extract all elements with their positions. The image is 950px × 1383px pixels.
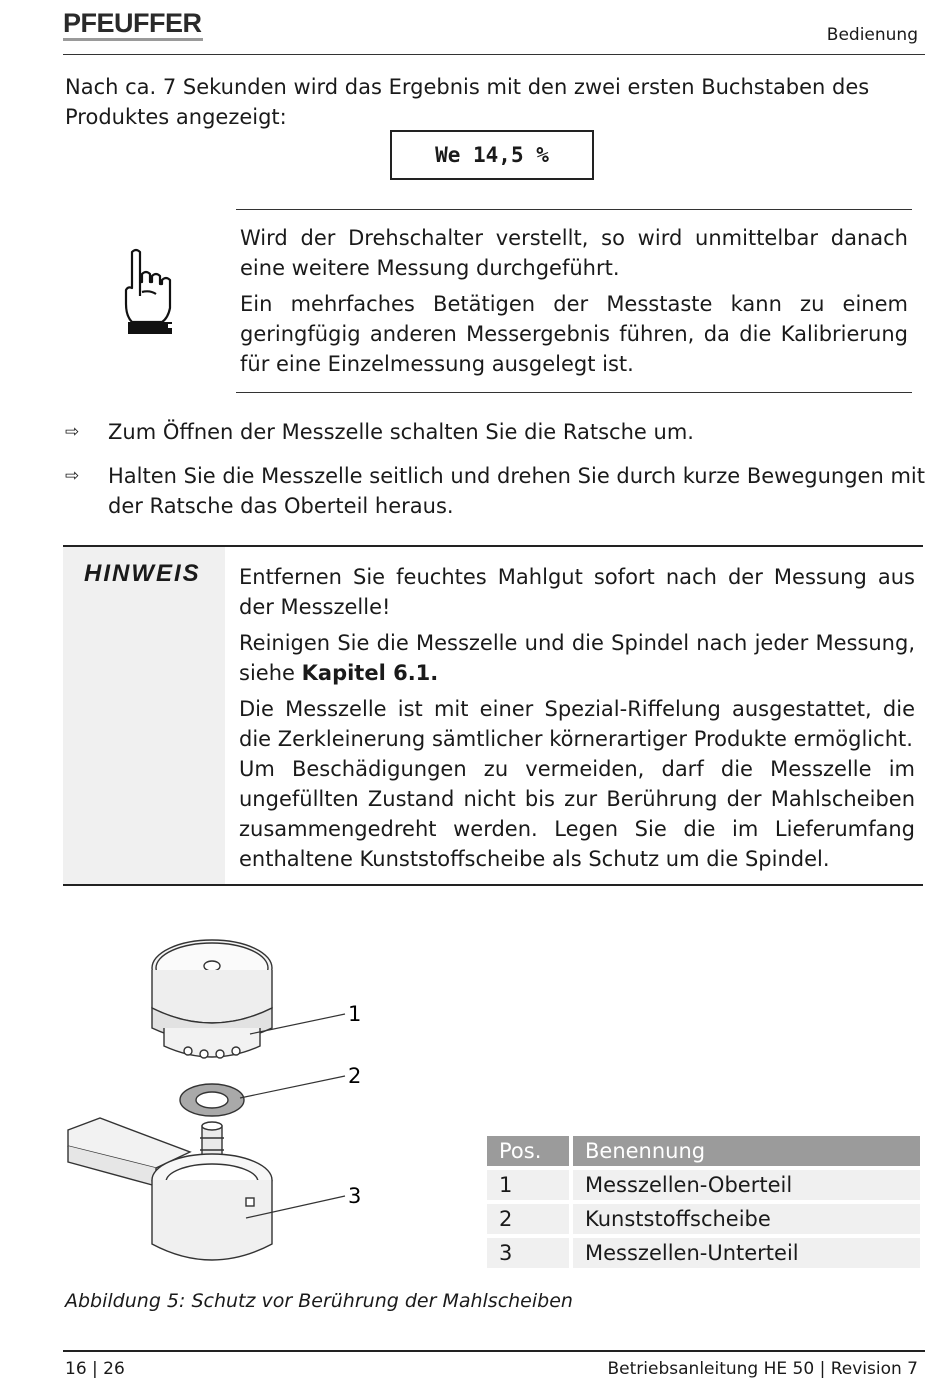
footer-divider: [63, 1350, 925, 1352]
document-title: Betriebsanleitung HE 50 | Revision 7: [607, 1359, 918, 1379]
table-row: [487, 1238, 920, 1268]
hinweis-paragraph-2-text: Reinigen Sie die Messzelle und die Spindel nach jeder Messung, siehe: [239, 631, 915, 685]
callout-2: 2: [348, 1064, 362, 1088]
hinweis-paragraph-1: Entfernen Sie feuchtes Mahlgut sofort nach der Messung aus der Messzelle!: [239, 565, 915, 619]
hinweis-paragraph-2: [239, 628, 915, 688]
note-top-rule: [236, 209, 912, 210]
column-header-pos: Pos.: [487, 1136, 573, 1166]
table-header-row: [487, 1136, 920, 1166]
hinweis-label-panel: [63, 547, 225, 884]
instruction-item: [65, 461, 925, 521]
column-header-benennung: Benennung: [573, 1136, 920, 1166]
table-cell-pos: 2: [487, 1204, 573, 1234]
callout-1: 1: [348, 1002, 362, 1026]
pointing-hand-icon: [118, 246, 178, 343]
page-number: 16 | 26: [65, 1359, 125, 1379]
arrow-right-icon: ⇨: [65, 466, 80, 486]
figure-caption: Abbildung 5: Schutz vor Berührung der Mahlscheiben: [65, 1290, 573, 1312]
hinweis-bottom-rule: [63, 884, 923, 886]
display-readout-text: We 14,5 %: [435, 143, 549, 167]
instruction-text: Halten Sie die Messzelle seitlich und drehen Sie durch kurze Bewegungen mit der Ratsche das Oberteil heraus.: [108, 464, 925, 518]
table-cell-name: Messzellen-Unterteil: [573, 1238, 920, 1268]
table-row: [487, 1170, 920, 1200]
note-paragraph-1: Wird der Drehschalter verstellt, so wird unmittelbar danach eine weitere Messung durchgeführt.: [240, 226, 908, 280]
arrow-right-icon: ⇨: [65, 422, 80, 442]
chapter-reference-link[interactable]: Kapitel 6.1.: [301, 661, 439, 685]
instruction-text: Zum Öffnen der Messzelle schalten Sie die Ratsche um.: [108, 420, 694, 444]
note-text: [240, 223, 908, 385]
parts-table: [487, 1132, 920, 1272]
hinweis-label: HINWEIS: [84, 560, 201, 587]
header-divider: [63, 54, 925, 55]
note-bottom-rule: [236, 392, 912, 393]
company-logo: PFEUFFER: [63, 8, 202, 38]
hinweis-paragraph-3: Die Messzelle ist mit einer Spezial-Riffelung ausgestattet, die die Zerkleinerung sämtlicher körnerartiger Produkte ermöglicht.: [239, 697, 915, 751]
table-cell-pos: 1: [487, 1170, 573, 1200]
table-row: [487, 1204, 920, 1234]
table-cell-pos: 3: [487, 1238, 573, 1268]
logo-underline: [63, 38, 203, 41]
instruction-item: [65, 417, 925, 447]
note-paragraph-2: Ein mehrfaches Betätigen der Messtaste kann zu einem geringfügig anderen Messergebnis führen, da die Kalibrierung für eine Einzelmessung ausgelegt ist.: [240, 292, 908, 376]
hinweis-paragraph-4: Um Beschädigungen zu vermeiden, darf die Messzelle im ungefüllten Zustand nicht bis zur Berührung der Mahlscheiben zusammengedreht werden. Legen Sie die im Lieferumfang enthaltene Kunststoffscheibe als Schutz um die Spindel.: [239, 757, 915, 871]
callout-3: 3: [348, 1184, 362, 1208]
display-readout: [390, 130, 594, 180]
section-title: Bedienung: [826, 25, 918, 45]
table-cell-name: Kunststoffscheibe: [573, 1204, 920, 1234]
table-cell-name: Messzellen-Oberteil: [573, 1170, 920, 1200]
hinweis-text: [239, 562, 915, 880]
intro-paragraph: Nach ca. 7 Sekunden wird das Ergebnis mit den zwei ersten Buchstaben des Produktes angezeigt:: [65, 75, 870, 129]
measuring-cell-figure: [60, 930, 390, 1280]
